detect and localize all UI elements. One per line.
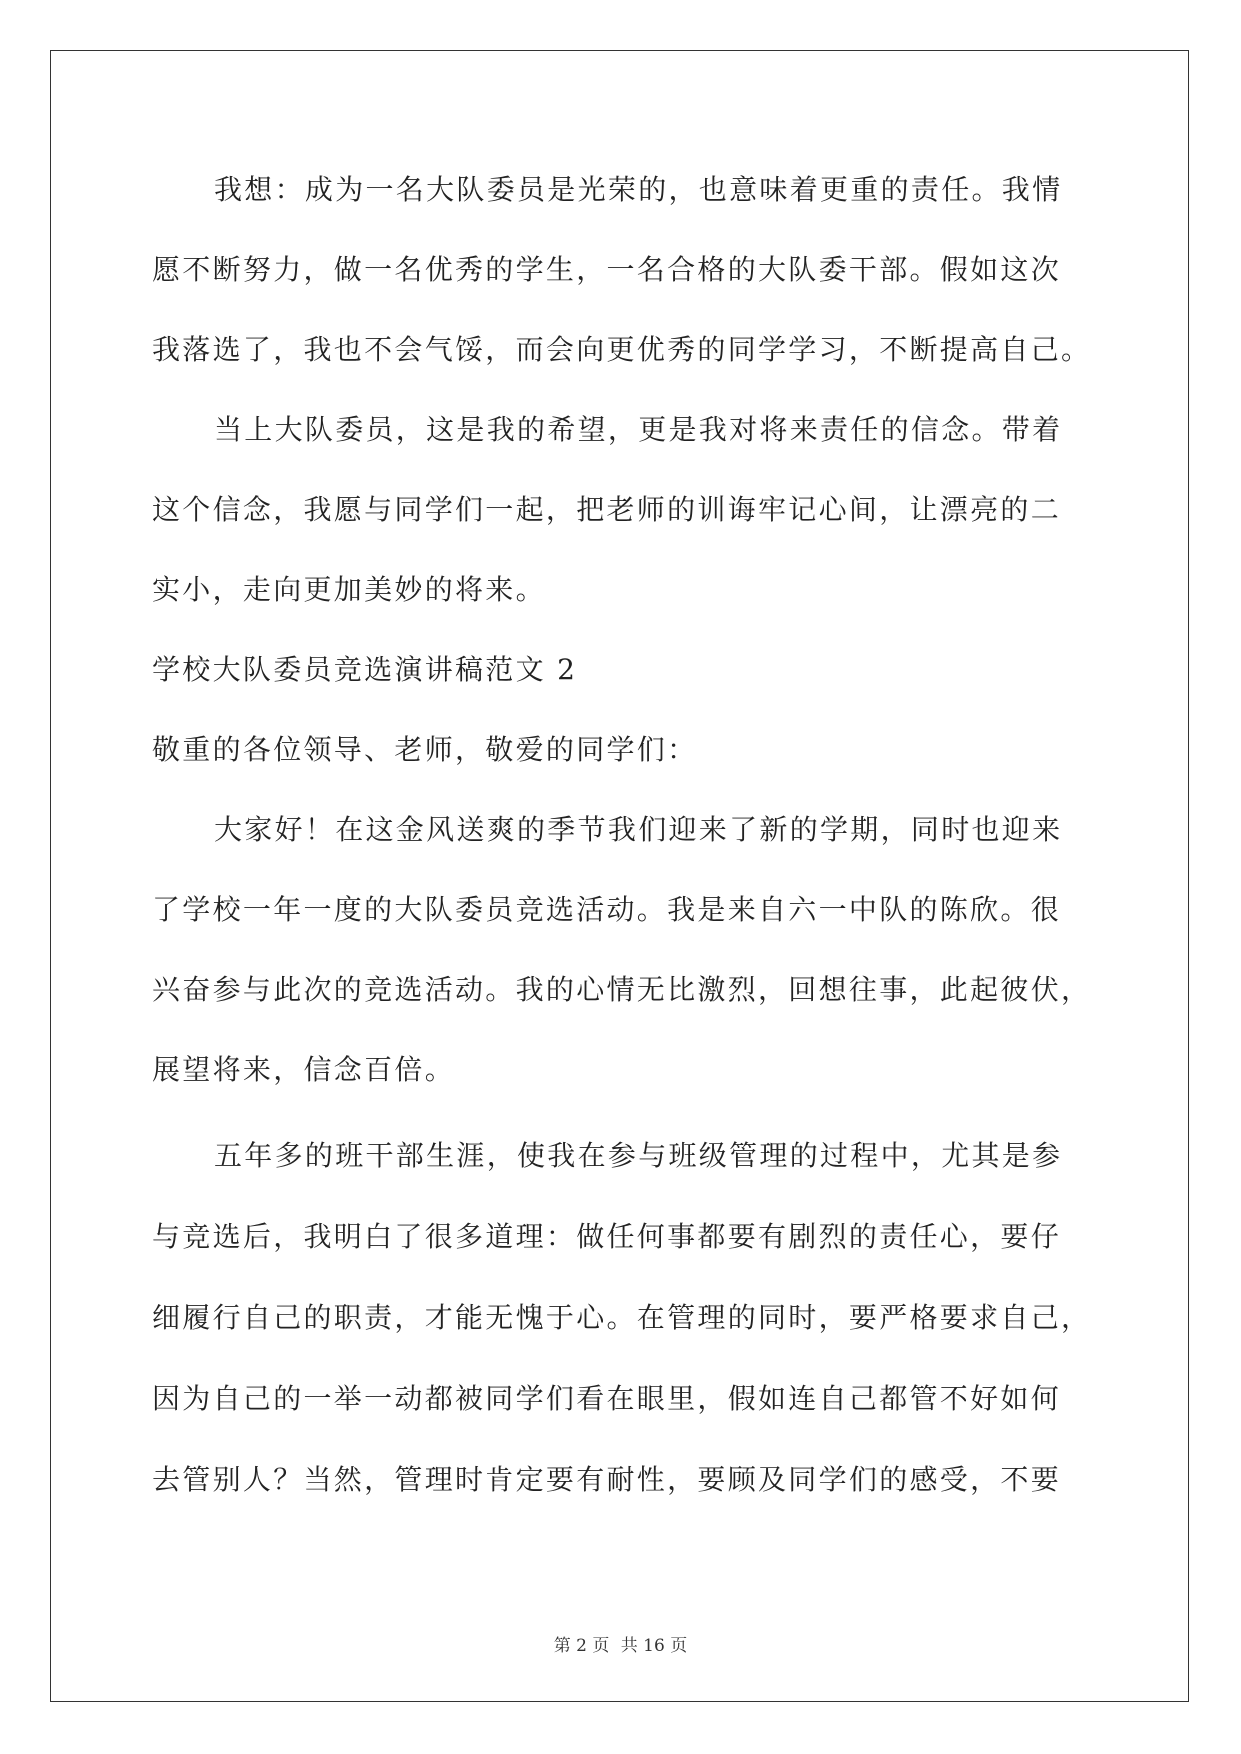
salutation: 敬重的各位领导、老师，敬爱的同学们：	[152, 733, 698, 766]
paragraph-line: 了学校一年一度的大队委员竞选活动。我是来自六一中队的陈欣。很	[152, 893, 1062, 926]
paragraph-line: 我想：成为一名大队委员是光荣的，也意味着更重的责任。我情	[214, 173, 1063, 206]
paragraph-line: 与竞选后，我明白了很多道理：做任何事都要有剧烈的责任心，要仔	[152, 1220, 1062, 1253]
paragraph-line: 去管别人？当然，管理时肯定要有耐性，要顾及同学们的感受，不要	[152, 1463, 1062, 1496]
paragraph-line: 细履行自己的职责，才能无愧于心。在管理的同时，要严格要求自己，	[152, 1301, 1092, 1334]
paragraph-line: 五年多的班干部生涯，使我在参与班级管理的过程中，尤其是参	[214, 1139, 1063, 1172]
page-footer	[0, 1631, 1241, 1656]
paragraph-line: 当上大队委员，这是我的希望，更是我对将来责任的信念。带着	[214, 413, 1063, 446]
paragraph-line: 展望将来，信念百倍。	[152, 1053, 456, 1086]
paragraph-line: 这个信念，我愿与同学们一起，把老师的训诲牢记心间，让漂亮的二	[152, 493, 1062, 526]
page-number-total: 共 16 页	[620, 1636, 688, 1656]
paragraph-line: 愿不断努力，做一名优秀的学生，一名合格的大队委干部。假如这次	[152, 253, 1062, 286]
page-number-current: 第 2 页	[553, 1636, 610, 1656]
paragraph-line: 因为自己的一举一动都被同学们看在眼里，假如连自己都管不好如何	[152, 1382, 1062, 1415]
paragraph-line: 兴奋参与此次的竞选活动。我的心情无比激烈，回想往事，此起彼伏，	[152, 973, 1092, 1006]
page-border	[50, 50, 1189, 1702]
paragraph-line: 实小，走向更加美妙的将来。	[152, 573, 546, 606]
paragraph-line: 我落选了，我也不会气馁，而会向更优秀的同学学习，不断提高自己。	[152, 333, 1092, 366]
paragraph-line: 大家好！在这金风送爽的季节我们迎来了新的学期，同时也迎来	[214, 813, 1063, 846]
section-heading: 学校大队委员竞选演讲稿范文 2	[152, 653, 578, 686]
